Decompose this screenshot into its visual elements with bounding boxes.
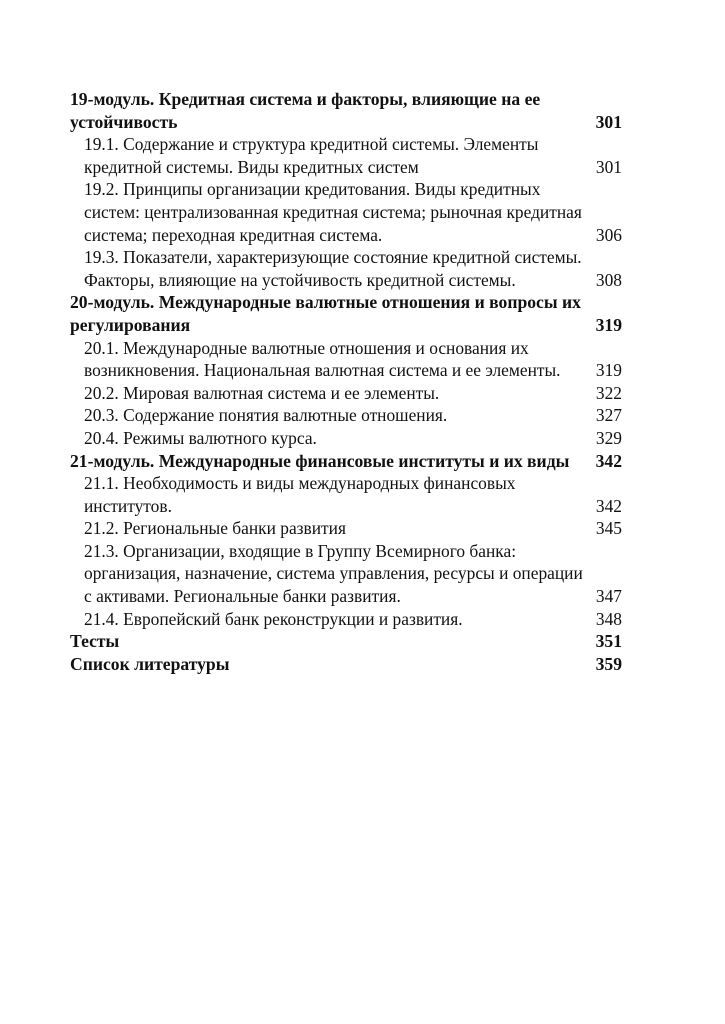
toc-entry-title: 21.2. Региональные банки развития	[84, 517, 592, 540]
toc-entry-21-2[interactable]	[70, 517, 622, 540]
toc-entry-19-1[interactable]	[70, 133, 622, 178]
toc-entry-19-2[interactable]	[70, 178, 622, 246]
toc-entry-21-4[interactable]	[70, 608, 622, 631]
toc-entry-page: 359	[592, 653, 622, 676]
toc-entry-title: 20-модуль. Международные валютные отношения и вопросы их регулирования	[70, 292, 581, 335]
toc-entry-references[interactable]	[70, 653, 622, 676]
toc-entry-page: 319	[592, 359, 622, 382]
toc-entry-page: 319	[592, 314, 622, 337]
toc-entry-module-21[interactable]	[70, 450, 622, 473]
toc-entry-title: 19.3. Показатели, характеризующие состояние кредитной системы. Факторы, влияющие на устойчивость кредитной системы.	[84, 247, 582, 290]
toc-entry-20-1[interactable]	[70, 337, 622, 382]
toc-entry-title: 19.2. Принципы организации кредитования. Виды кредитных систем: централизованная кредитная система; рыночная кредитная система; переходная кредитная система.	[84, 179, 582, 245]
toc-entry-title: Список литературы	[70, 653, 592, 676]
toc-entry-20-4[interactable]	[70, 427, 622, 450]
toc-entry-title: 20.1. Международные валютные отношения и основания их возникновения. Национальная валютная система и ее элементы.	[84, 337, 592, 382]
toc-entry-page: 306	[592, 224, 622, 247]
toc-entry-page: 348	[592, 608, 622, 631]
toc-entry-title: Тесты	[70, 630, 592, 653]
toc-entry-page: 342	[592, 495, 622, 518]
toc-entry-title: 20.3. Содержание понятия валютные отношения.	[84, 404, 592, 427]
toc-entry-title: 21.3. Организации, входящие в Группу Всемирного банка: организация, назначение, система управления, ресурсы и операции с активами. Региональные банки развития.	[84, 540, 583, 607]
toc-entry-21-3[interactable]	[70, 540, 622, 608]
toc-entry-20-2[interactable]	[70, 382, 622, 405]
toc-entry-page: 301	[592, 111, 622, 134]
toc-entry-title: 20.2. Мировая валютная система и ее элементы.	[84, 382, 592, 405]
toc-entry-page: 327	[592, 404, 622, 427]
toc-entry-page: 345	[592, 517, 622, 540]
toc-entry-page: 301	[592, 156, 622, 179]
toc-entry-title: 21.1. Необходимость и виды международных финансовых институтов.	[84, 473, 516, 516]
toc-entry-title: 19-модуль. Кредитная система и факторы, влияющие на ее устойчивость	[70, 89, 541, 132]
toc-entry-page: 329	[592, 427, 622, 450]
toc-entry-19-3[interactable]	[70, 246, 622, 291]
toc-entry-20-3[interactable]	[70, 404, 622, 427]
toc-entry-module-20[interactable]	[70, 291, 622, 336]
toc-entry-tests[interactable]	[70, 630, 622, 653]
toc-entry-title: 21.4. Европейский банк реконструкции и развития.	[84, 608, 592, 631]
toc-entry-module-19[interactable]	[70, 88, 622, 133]
toc-entry-page: 308	[592, 269, 622, 292]
toc-entry-title: 21-модуль. Международные финансовые институты и их виды	[70, 450, 592, 473]
toc-entry-21-1[interactable]	[70, 472, 622, 517]
toc-entry-title: 19.1. Содержание и структура кредитной системы. Элементы кредитной системы. Виды кредитных систем	[84, 134, 539, 177]
table-of-contents	[70, 88, 622, 675]
toc-entry-page: 347	[592, 585, 622, 608]
toc-entry-title: 20.4. Режимы валютного курса.	[84, 427, 592, 450]
toc-entry-page: 322	[592, 382, 622, 405]
toc-entry-page: 351	[592, 630, 622, 653]
toc-entry-page: 342	[592, 450, 622, 473]
